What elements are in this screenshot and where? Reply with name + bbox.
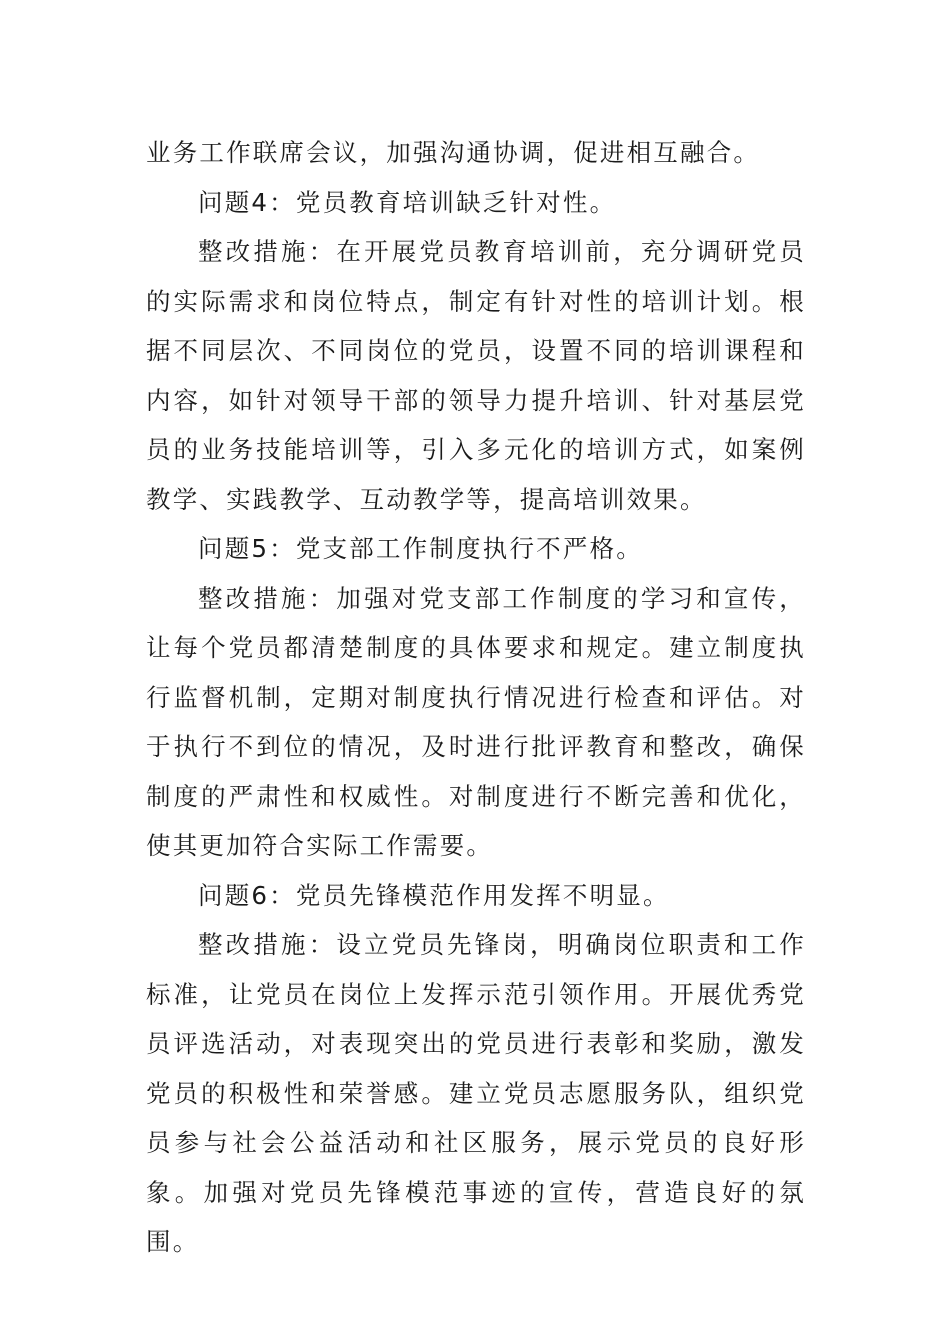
issue-6-heading: 问题6：党员先锋模范作用发挥不明显。 [198, 880, 670, 910]
issue-6-measures: 整改措施：设立党员先锋岗，明确岗位职责和工作标准，让党员在岗位上发挥示范引领作用。开展优秀党员评选活动，对表现突出的党员进行表彰和奖励，激发党员的积极性和荣誉感。建立党员志愿服务队，组织党员参与社会公益活动和社区服务，展示党员的良好形象。加强对党员先锋模范事迹的宣传，营造良好的氛围。 [146, 930, 806, 1256]
issue-4-measures: 整改措施：在开展党员教育培训前，充分调研党员的实际需求和岗位特点，制定有针对性的培训计划。根据不同层次、不同岗位的党员，设置不同的培训课程和内容，如针对领导干部的领导力提升培训、针对基层党员的业务技能培训等，引入多元化的培训方式，如案例教学、实践教学、互动教学等，提高培训效果。 [146, 237, 806, 514]
issue-4-heading: 问题4：党员教育培训缺乏针对性。 [198, 187, 617, 217]
paragraph-continuation: 业务工作联席会议，加强沟通协调，促进相互融合。 [146, 138, 761, 167]
document-body [146, 128, 806, 1267]
issue-5-measures: 整改措施：加强对党支部工作制度的学习和宣传，让每个党员都清楚制度的具体要求和规定。建立制度执行监督机制，定期对制度执行情况进行检查和评估。对于执行不到位的情况，及时进行批评教育和整改，确保制度的严肃性和权威性。对制度进行不断完善和优化，使其更加符合实际工作需要。 [146, 583, 806, 860]
issue-5-heading: 问题5：党支部工作制度执行不严格。 [198, 534, 643, 563]
